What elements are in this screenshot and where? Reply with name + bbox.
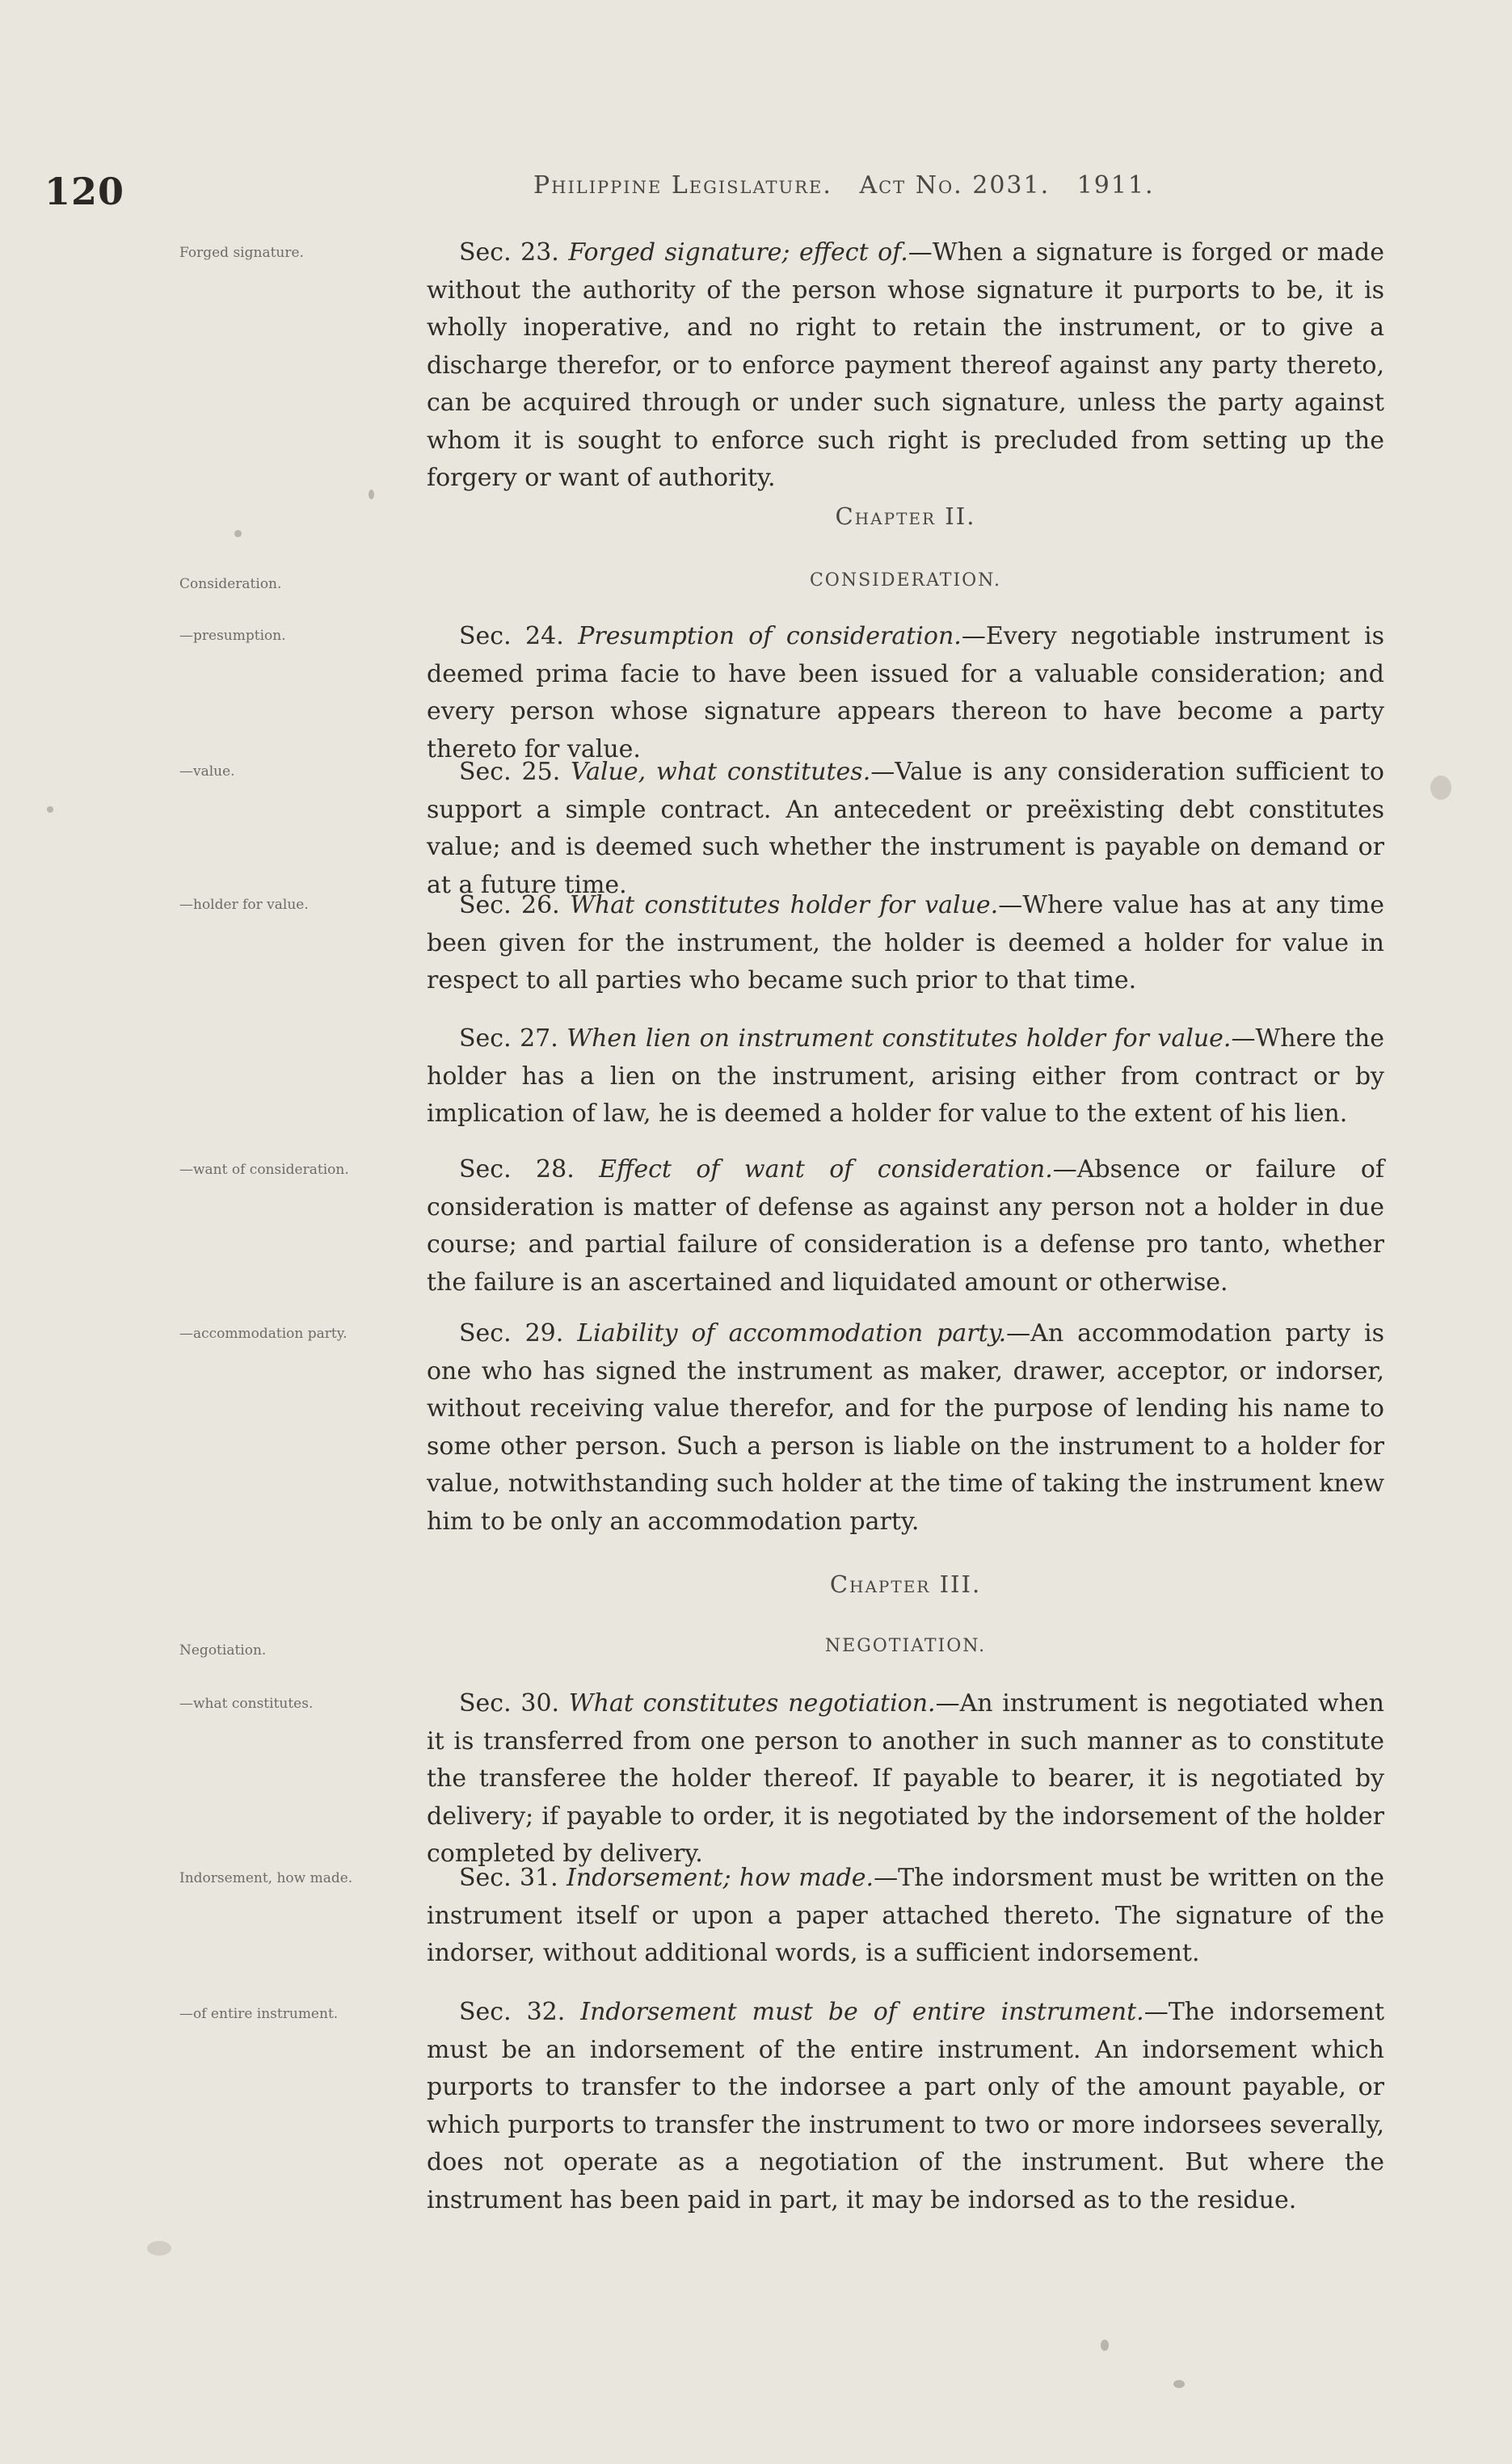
scan-speck (147, 2241, 171, 2256)
section-24-number: Sec. 24. (459, 622, 564, 650)
section-27-number: Sec. 27. (459, 1024, 558, 1053)
section-26 (427, 887, 1384, 1000)
section-26-title: What constitutes holder for value. (570, 891, 999, 919)
section-29-text: —An accommodation party is one who has signed the instrument as maker, drawer, acceptor, or indorser, without receiving value therefor, and for the purpose of lending his name to some other person. Such a person is liable on the instrument to a holder for value, notwithstanding such holder at the time of taking the instrument knew him to be only an accommodation party. (427, 1319, 1384, 1536)
margin-note-indorsement-how-made: Indorsement, how made. (179, 1870, 353, 1886)
scan-speck (1101, 2340, 1109, 2351)
chapter-3-title: Chapter III. (829, 1570, 982, 1598)
section-28-title: Effect of want of consideration. (599, 1155, 1053, 1184)
chapter-2-subtitle: CONSIDERATION. (809, 570, 1002, 591)
page-number: 120 (44, 170, 125, 213)
margin-note-consideration: Consideration. (179, 576, 282, 592)
scan-speck (1430, 776, 1451, 800)
section-30-number: Sec. 30. (459, 1689, 560, 1718)
section-31-title: Indorsement; how made. (566, 1864, 874, 1892)
section-29-number: Sec. 29. (459, 1319, 564, 1348)
scan-speck (47, 806, 53, 813)
section-23 (427, 234, 1384, 498)
margin-note-negotiation: Negotiation. (179, 1642, 267, 1659)
section-26-text: —Where value has at any time been given for the instrument, the holder is deemed a holder for value in respect to all parties who became such prior to that time. (427, 891, 1384, 994)
section-29 (427, 1315, 1384, 1541)
section-27-text: —Where the holder has a lien on the instrument, arising either from contract or by implication of law, he is deemed a holder for value to the extent of his lien. (427, 1024, 1385, 1128)
margin-note-forged-signature: Forged signature. (179, 245, 304, 261)
section-23-title: Forged signature; effect of. (568, 238, 908, 267)
section-26-number: Sec. 26. (459, 891, 560, 919)
scan-speck (1173, 2380, 1185, 2388)
margin-note-what-constitutes: —what constitutes. (179, 1696, 314, 1712)
section-32-title: Indorsement must be of entire instrument. (580, 1998, 1144, 2026)
margin-note-want-of-consideration: —want of consideration. (179, 1162, 349, 1178)
margin-note-value: —value. (179, 763, 235, 780)
section-23-text: —When a signature is forged or made without the authority of the person whose signature it purports to be, it is wholly inoperative, and no right to retain the instrument, or to give a discharge therefor, or to enforce payment thereof against any party thereto, can be acquired through or under such signature, unless the party against whom it is sought to enforce such right is precluded from setting up the forgery or want of authority. (427, 238, 1384, 492)
margin-note-presumption: —presumption. (179, 628, 286, 644)
running-head-act: Act No. 2031. (859, 171, 1051, 200)
section-25-title: Value, what constitutes. (571, 758, 871, 786)
margin-note-accommodation-party: —accommodation party. (179, 1326, 347, 1342)
section-30-text: —An instrument is negotiated when it is transferred from one person to another in such manner as to constitute the transferee the holder thereof. If payable to bearer, it is negotiated by delivery; if payable to order, it is negotiated by the indorsement of the holder completed by delivery. (427, 1689, 1384, 1868)
section-31-number: Sec. 31. (459, 1864, 558, 1892)
section-25-text: —Value is any consideration sufficient to support a simple contract. An antecedent or preëxisting debt constitutes value; and is deemed such whether the instrument is payable on demand or at a future time. (427, 758, 1384, 899)
section-24 (427, 618, 1384, 768)
chapter-2-title: Chapter II. (835, 502, 976, 530)
section-29-title: Liability of accommodation party. (577, 1319, 1007, 1348)
running-head (533, 171, 1173, 200)
section-28-number: Sec. 28. (459, 1155, 575, 1184)
section-25 (427, 754, 1384, 904)
section-24-title: Presumption of consideration. (578, 622, 962, 650)
section-31-text: —The indorsment must be written on the instrument itself or upon a paper attached thereto. The signature of the indorser, without additional words, is a sufficient indorsement. (427, 1864, 1385, 1967)
section-32 (427, 1994, 1384, 2219)
section-32-text: —The indorsement must be an indorsement of the entire instrument. An indorsement which purports to transfer to the indorsee a part only of the amount payable, or which purports to transfer the instrument to two or more indorsees severally, does not operate as a negotiation of the instrument. But where the instrument has been paid in part, it may be indorsed as to the residue. (427, 1998, 1385, 2214)
margin-note-holder-for-value: —holder for value. (179, 897, 309, 913)
scan-speck (234, 530, 242, 537)
section-24-text: —Every negotiable instrument is deemed prima facie to have been issued for a valuable consideration; and every person whose signature appears thereon to have become a party thereto for value. (427, 622, 1384, 763)
section-30-title: What constitutes negotiation. (568, 1689, 936, 1718)
section-32-number: Sec. 32. (459, 1998, 566, 2026)
section-31 (427, 1860, 1384, 1973)
running-head-year: 1911. (1076, 171, 1155, 200)
section-28 (427, 1151, 1384, 1301)
section-23-number: Sec. 23. (459, 238, 559, 267)
running-head-legislature: Philippine Legislature. (533, 171, 832, 200)
section-28-text: —Absence or failure of consideration is matter of defense as against any person not a holder in due course; and partial failure of consideration is a defense pro tanto, whether the failure is an ascertained and liquidated amount or otherwise. (427, 1155, 1384, 1297)
chapter-3-subtitle: NEGOTIATION. (824, 1636, 987, 1656)
section-27 (427, 1020, 1384, 1133)
section-25-number: Sec. 25. (459, 758, 561, 786)
section-30 (427, 1685, 1384, 1873)
scan-speck (369, 490, 374, 499)
section-27-title: When lien on instrument constitutes holder for value. (566, 1024, 1232, 1053)
margin-note-of-entire-instrument: —of entire instrument. (179, 2006, 339, 2022)
